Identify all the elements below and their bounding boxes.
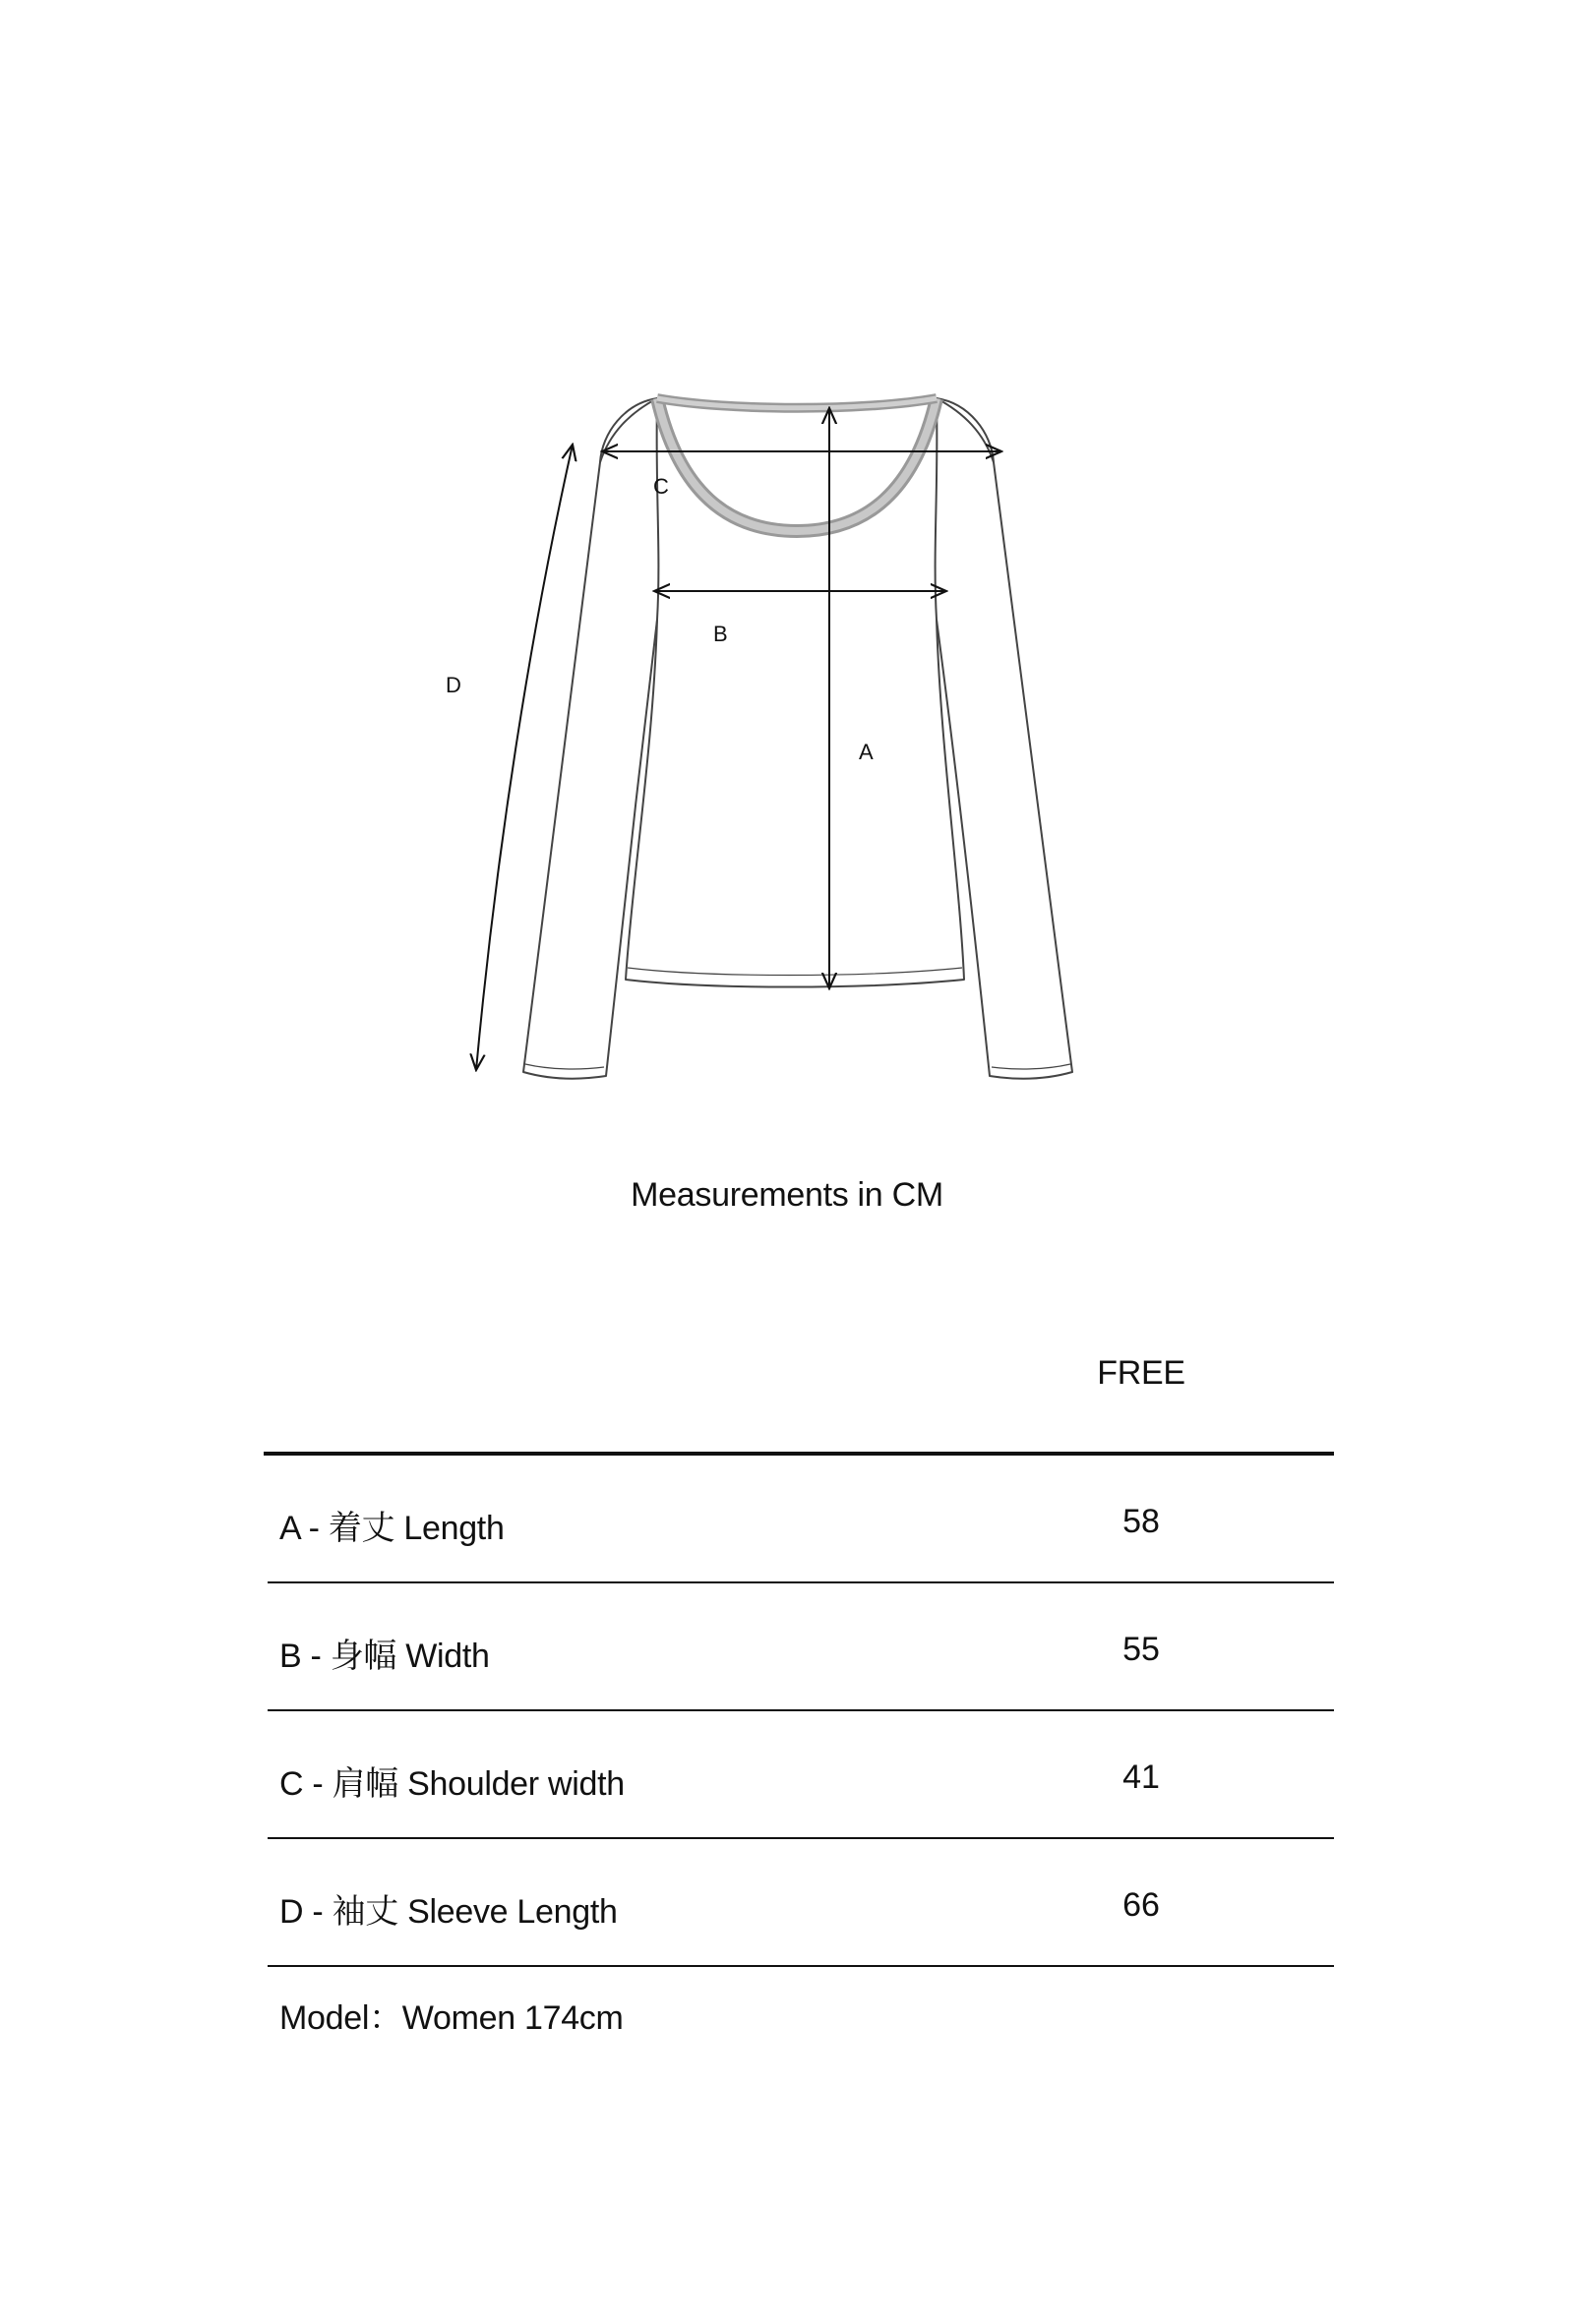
size-header: FREE [1097, 1354, 1185, 1392]
table-row [268, 1711, 1334, 1839]
row-value: 66 [1122, 1886, 1160, 1924]
row-label: C - 肩幅 Shoulder width [279, 1765, 625, 1803]
shirt-outline [523, 398, 1072, 1079]
label-a: A [859, 740, 874, 764]
table-row [268, 1839, 1334, 1967]
measure-d-line [476, 445, 573, 1070]
row-label: B - 身幅 Width [279, 1638, 490, 1675]
garment-diagram [0, 0, 1574, 1131]
row-label: A - 着丈 Length [279, 1510, 505, 1547]
page-title: Measurements in CM [631, 1176, 943, 1214]
table-row [268, 1456, 1334, 1583]
row-label: D - 袖丈 Sleeve Length [279, 1893, 618, 1931]
row-value: 55 [1122, 1631, 1160, 1668]
label-b: B [713, 622, 728, 646]
table-row [268, 1583, 1334, 1711]
neckline [657, 398, 937, 531]
model-note: Model：Women 174cm [279, 1999, 624, 2037]
label-d: D [446, 673, 461, 697]
row-value: 58 [1122, 1503, 1160, 1540]
right-sleeve [937, 398, 1072, 1079]
row-value: 41 [1122, 1758, 1160, 1796]
row-divider [268, 1965, 1334, 1967]
label-c: C [653, 474, 669, 499]
left-sleeve [523, 398, 657, 1079]
body [626, 398, 964, 987]
